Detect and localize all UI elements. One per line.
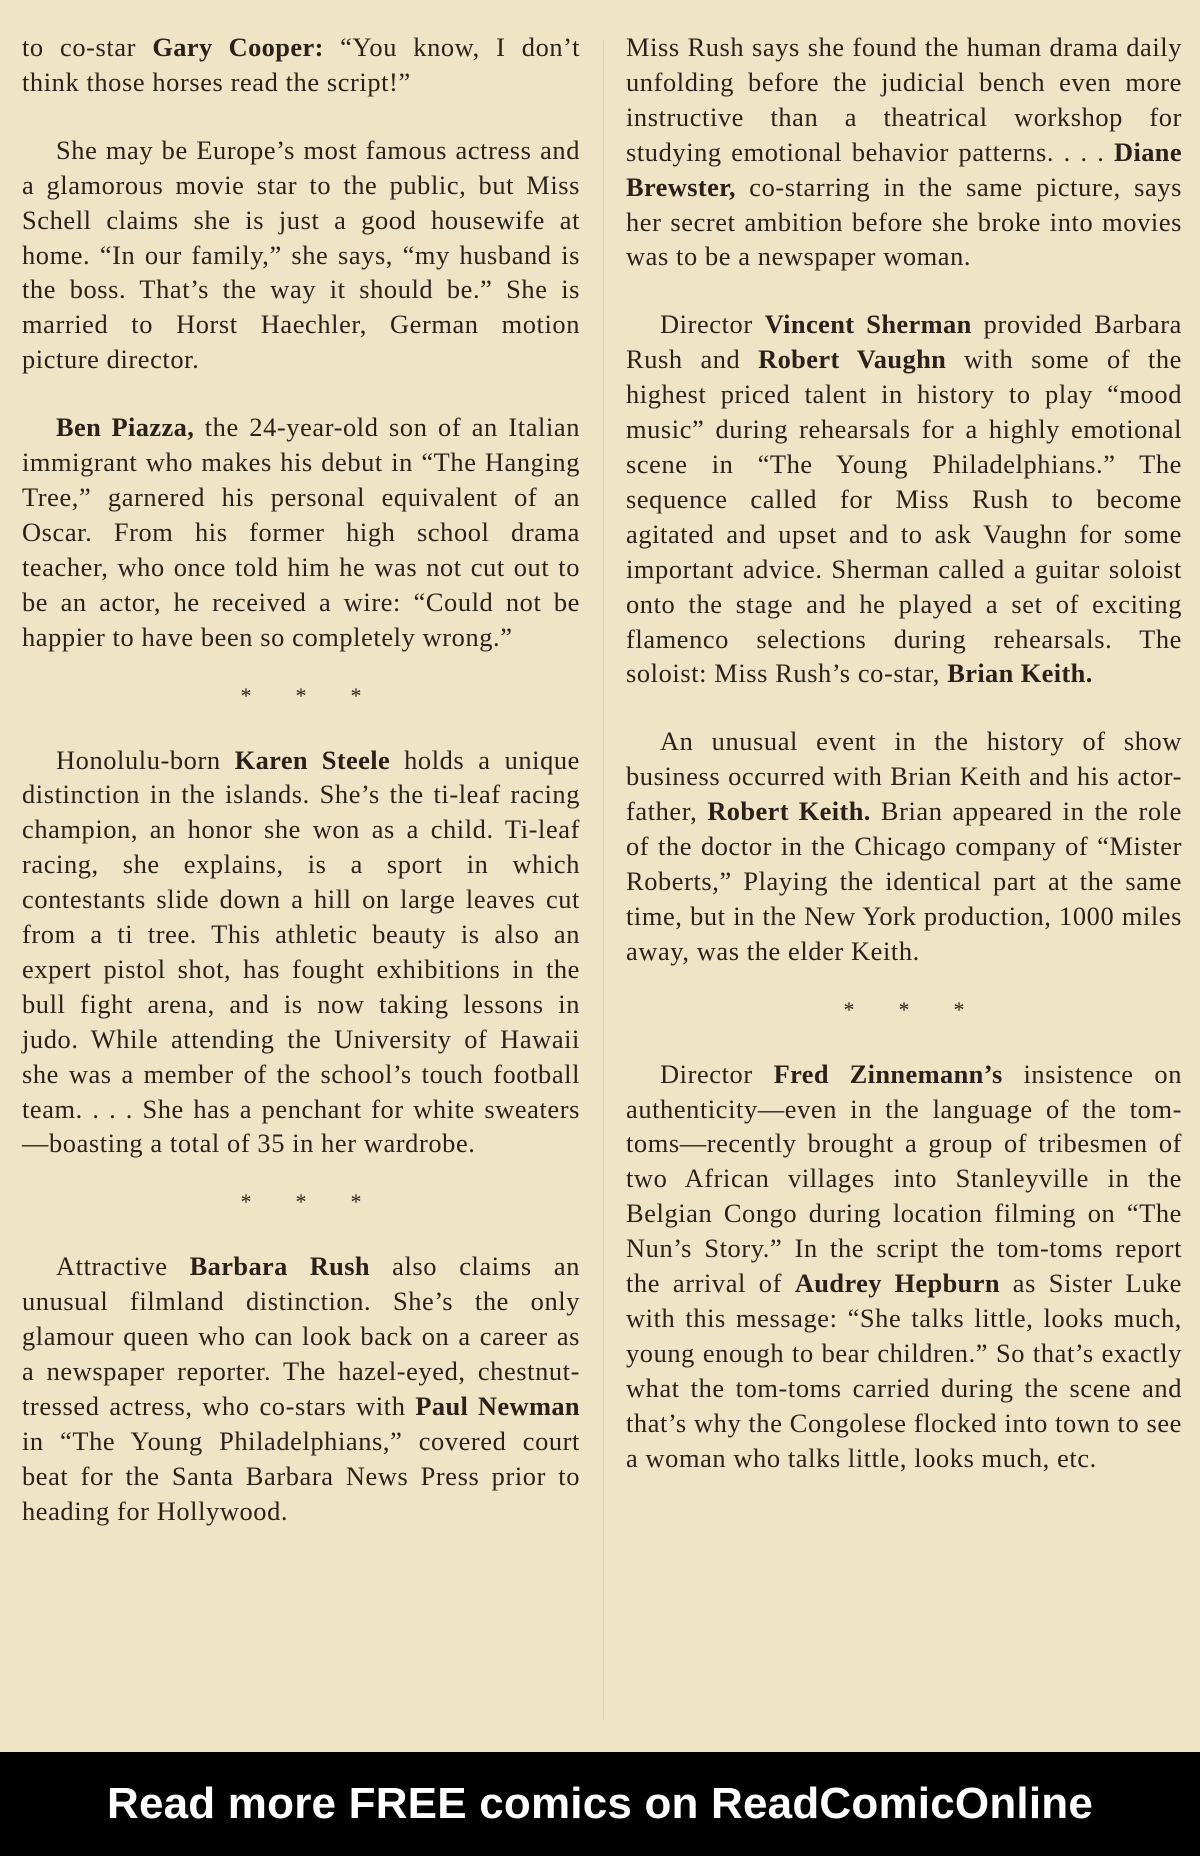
section-separator	[626, 996, 1182, 1024]
text-span: Director	[660, 1058, 774, 1089]
paragraph-robert-keith	[626, 724, 1182, 968]
paragraph-ben-piazza	[22, 410, 580, 654]
text-span: Brian appeared in the role of the doctor in the Chicago company of “Mister Roberts,” Playing the identical part at the same time, but in the New York production, 1000 miles away, was the elder Keith.	[626, 796, 1182, 966]
text-span: the 24-year-old son of an Italian immigrant who makes his debut in “The Hanging Tree,” garnered his personal equivalent of an Oscar. From his former high school drama teacher, who once told him he was not cut out to be an actor, he received a wire: “Could not be happier to have been so completely wrong.”	[22, 412, 580, 652]
text-span: to co-star	[22, 32, 153, 62]
name-fred-zinnemann: Fred Zinnemann’s	[773, 1058, 1003, 1089]
right-column	[626, 30, 1182, 1509]
text-span: with some of the highest priced talent in history to play “mood music” during rehearsals for a highly emotional scene in “The Young Philadelphians.” The sequence called for Miss Rush to become agitated and upset and to ask Vaughn for some important advice. Sherman called a guitar soloist onto the stage and he played a set of exciting flamenco selections during rehearsals. The soloist: Miss Rush’s co-star,	[626, 344, 1182, 689]
name-ben-piazza: Ben Piazza,	[56, 412, 195, 443]
paragraph-gary-cooper-quote	[22, 30, 580, 100]
name-gary-cooper: Gary Cooper:	[152, 32, 324, 62]
text-span: holds a unique distinction in the islands. She’s the ti-leaf racing champion, an honor she won as a child. Ti-leaf racing, she explains, is a sport in which contestants slide down a hill on large leaves cut from a ti tree. This athletic beauty is also an expert pistol shot, has fought exhibitions in the bull fight arena, and is now taking lessons in judo. While attending the University of Hawaii she was a member of the school’s touch football team. . . . She has a penchant for white sweaters—boasting a total of 35 in her wardrobe.	[22, 744, 580, 1159]
text-span: “You know, I don’t think those horses read the script!”	[22, 32, 581, 97]
paragraph-diane-brewster	[626, 30, 1182, 274]
name-vincent-sherman: Vincent Sherman	[764, 309, 972, 340]
text-span: Miss Rush says she found the human drama daily unfolding before the judicial bench even more instructive than a theatrical workshop for studying emotional behavior patterns. . . .	[626, 32, 1182, 167]
name-robert-keith: Robert Keith.	[707, 796, 871, 827]
name-barbara-rush: Barbara Rush	[189, 1251, 371, 1282]
name-diane-brewster: Diane Brewster,	[626, 136, 1182, 202]
column-divider	[603, 40, 604, 1720]
star-glyph: *	[240, 1189, 252, 1215]
text-span: Director	[660, 309, 765, 340]
name-robert-vaughn: Robert Vaughn	[758, 344, 947, 375]
star-glyph: *	[295, 682, 307, 708]
star-glyph: *	[898, 996, 910, 1022]
text-span: co-starring in the same picture, says her secret ambition before she broke into movies was to be a newspaper woman.	[626, 171, 1182, 272]
text-span: An unusual event in the history of show business occurred with Brian Keith and his actor-father,	[626, 726, 1182, 827]
paragraph-barbara-rush	[22, 1249, 580, 1528]
star-glyph: *	[350, 1189, 362, 1215]
name-paul-newman: Paul Newman	[415, 1391, 580, 1421]
star-glyph: *	[295, 1189, 307, 1215]
text-span: Attractive	[56, 1251, 190, 1282]
promo-footer-banner	[0, 1752, 1200, 1856]
left-column	[22, 30, 580, 1562]
paragraph-karen-steele	[22, 743, 580, 1162]
footer-text: Read more FREE comics on ReadComicOnline	[106, 1779, 1093, 1828]
text-span: as Sister Luke with this message: “She talks little, looks much, young enough to bear children.” So that’s exactly what the tom-toms carried during the scene and that’s why the Congolese flocked into town to see a woman who talks little, looks much, etc.	[626, 1268, 1182, 1473]
paragraph-fred-zinnemann	[626, 1057, 1182, 1476]
text-span: Honolulu-born	[56, 744, 235, 775]
star-glyph: *	[350, 682, 362, 708]
text-span: provided Barbara Rush and	[626, 309, 1182, 375]
star-glyph: *	[240, 682, 252, 708]
section-separator	[22, 1188, 580, 1216]
star-glyph: *	[953, 996, 965, 1022]
star-glyph: *	[843, 996, 855, 1022]
text-span: She may be Europe’s most famous actress and a glamorous movie star to the public, but Miss Schell claims she is just a good housewife at home. “In our family,” she says, “my husband is the boss. That’s the way it should be.” She is married to Horst Haechler, German motion picture director.	[22, 134, 580, 375]
name-audrey-hepburn: Audrey Hepburn	[794, 1268, 1000, 1299]
name-karen-steele: Karen Steele	[234, 744, 391, 775]
paragraph-vincent-sherman	[626, 307, 1182, 691]
paragraph-maria-schell	[22, 133, 580, 377]
name-brian-keith: Brian Keith.	[947, 658, 1093, 689]
text-span: in “The Young Philadelphians,” covered court beat for the Santa Barbara News Press prior to heading for Hollywood.	[22, 1425, 580, 1526]
section-separator	[22, 682, 580, 710]
text-span: insistence on authenticity—even in the language of the tom-toms—recently brought a group of tribesmen of two African villages into Stanleyville in the Belgian Congo during location filming on “The Nun’s Story.” In the script the tom-toms report the arrival of	[626, 1058, 1182, 1299]
text-span: also claims an unusual filmland distinction. She’s the only glamour queen who can look back on a career as a newspaper reporter. The hazel-eyed, chestnut-tressed actress, who co-stars with	[22, 1251, 580, 1421]
